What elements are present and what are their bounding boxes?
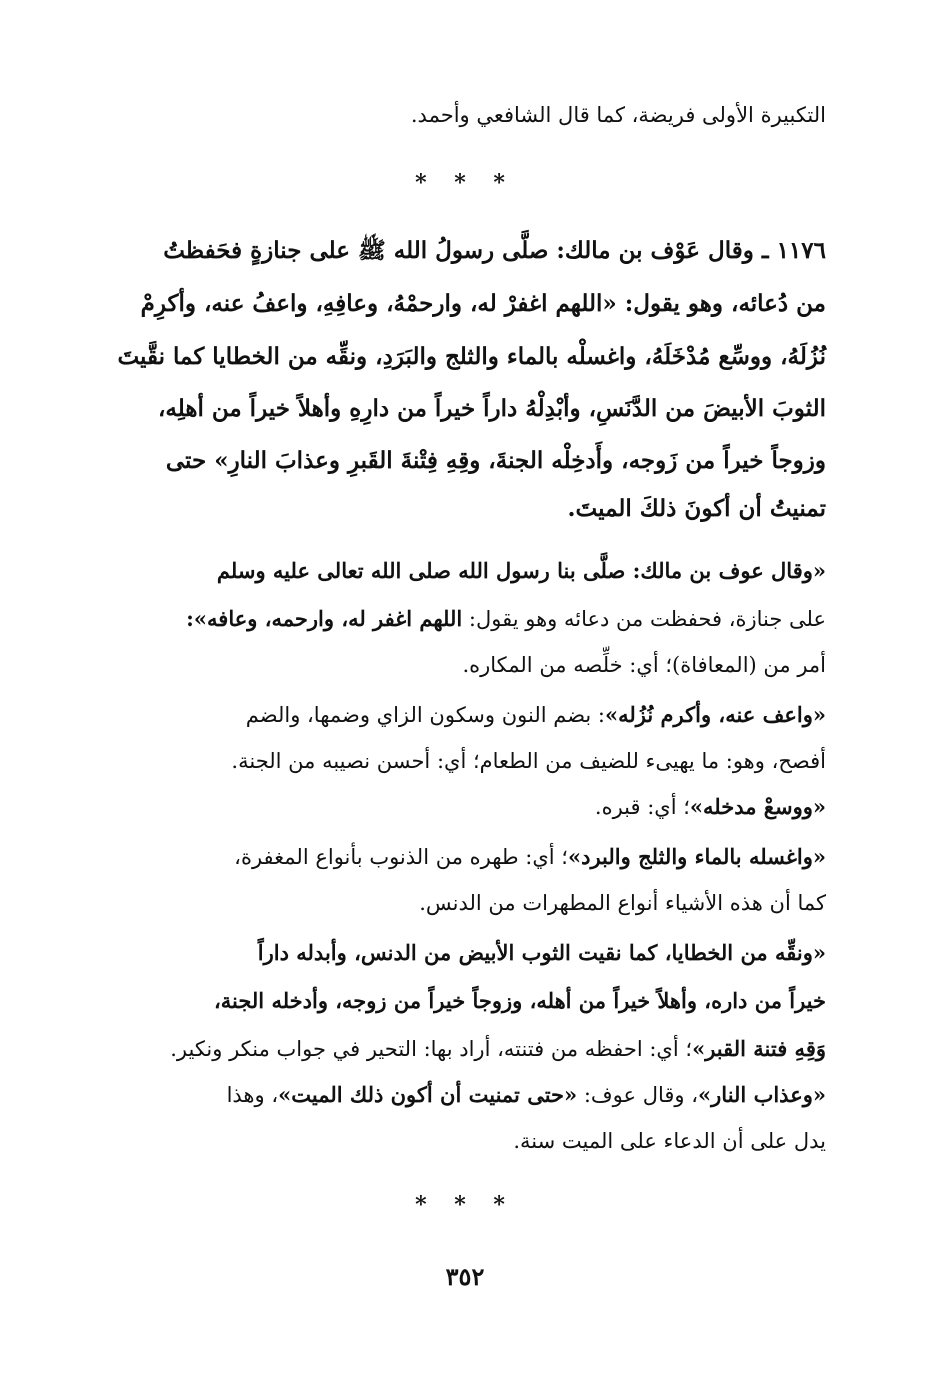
commentary-line	[104, 746, 826, 776]
hadith-line: الثوبَ الأبيضَ من الدَّنَسِ، وأبْدِلْهُ داراً خيراً من دارِهِ وأهلاً خيراً من أهلِه،	[157, 395, 826, 422]
commentary-line	[104, 792, 826, 822]
commentary-text: : بضم النون وسكون الزاي وضمها، والضم	[245, 703, 606, 727]
commentary-line	[104, 1080, 826, 1110]
commentary-text: ؛ أي: طهره من الذنوب بأنواع المغفرة،	[234, 845, 568, 869]
quoted-text: «وعذاب النار»	[698, 1082, 826, 1107]
quoted-text: «وقال عوف بن مالك: صلَّى بنا رسول الله صلى الله تعالى عليه وسلم	[216, 558, 826, 583]
commentary-text: على جنازة، فحفظت من دعائه وهو يقول:	[462, 607, 826, 631]
commentary-line	[104, 986, 826, 1016]
commentary-line	[104, 650, 826, 680]
commentary-text: ، وقال عوف:	[577, 1083, 699, 1107]
document-page	[104, 0, 826, 1378]
commentary-line	[104, 556, 826, 586]
commentary-text: يدل على أن الدعاء على الميت سنة.	[513, 1129, 826, 1153]
hadith-line: نُزُلَهُ، ووسِّع مُدْخَلَهُ، واغسلْه بالماء والثلج والبَرَدِ، ونقِّه من الخطايا كما نقَّيتَ	[117, 343, 826, 370]
page-number: ٣٥٢	[445, 1262, 485, 1291]
commentary-line	[104, 604, 826, 634]
hadith-line: ١١٧٦ ـ وقال عَوْف بن مالك: صلَّى رسولُ الله ﷺ على جنازةٍ فحَفظتُ	[163, 237, 826, 264]
quoted-text: خيراً من داره، وأهلاً خيراً من أهله، وزوجاً خيراً من زوجه، وأدخله الجنة،	[213, 988, 826, 1013]
quoted-text: «حتى تمنيت أن أكون ذلك الميت»	[278, 1082, 578, 1107]
quoted-text: وَقِهِ فتنة القبر»	[692, 1036, 826, 1061]
commentary-line	[104, 888, 826, 918]
quoted-text: «واعف عنه، وأكرم نُزُله»	[605, 702, 826, 727]
quoted-text: اللهم اغفر له، وارحمه، وعافه»:	[186, 606, 463, 631]
commentary-line	[104, 938, 826, 968]
separator-top: * * *	[415, 170, 515, 196]
quoted-text: «ووسعْ مدخله»	[689, 794, 826, 819]
commentary-text: كما أن هذه الأشياء أنواع المطهرات من الدنس.	[419, 891, 826, 915]
hadith-line: وزوجاً خيراً من زَوجه، وأَدخِلْه الجنةَ، وقِهِ فِتْنةَ القَبرِ وعذابَ النارِ» حتى	[165, 447, 826, 474]
commentary-text: ؛ أي: احفظه من فتنته، أراد بها: التحير في جواب منكر ونكير.	[170, 1037, 693, 1061]
commentary-line	[104, 1126, 826, 1156]
hadith-line: من دُعائه، وهو يقول: «اللهم اغفرْ له، وارحمْهُ، وعافِهِ، واعفُ عنه، وأكرِمْ	[140, 290, 826, 317]
commentary-text: أفصح، وهو: ما يهيىء للضيف من الطعام؛ أي: أحسن نصيبه من الجنة.	[231, 749, 826, 773]
separator-bottom: * * *	[415, 1192, 515, 1218]
top-line: التكبيرة الأولى فريضة، كما قال الشافعي وأحمد.	[410, 103, 826, 127]
commentary-text: ، وهذا	[226, 1083, 279, 1107]
quoted-text: «ونقِّه من الخطايا، كما نقيت الثوب الأبيض من الدنس، وأبدله داراً	[257, 940, 826, 965]
commentary-text: ؛ أي: قبره.	[594, 795, 690, 819]
commentary-line	[104, 1034, 826, 1064]
commentary-text: أمر من (المعافاة)؛ أي: خلِّصه من المكاره.	[462, 653, 826, 677]
quoted-text: «واغسله بالماء والثلج والبرد»	[567, 844, 826, 869]
commentary-line	[104, 842, 826, 872]
commentary-line	[104, 700, 826, 730]
hadith-line: تمنيتُ أن أكونَ ذلكَ الميتَ.	[567, 495, 826, 522]
